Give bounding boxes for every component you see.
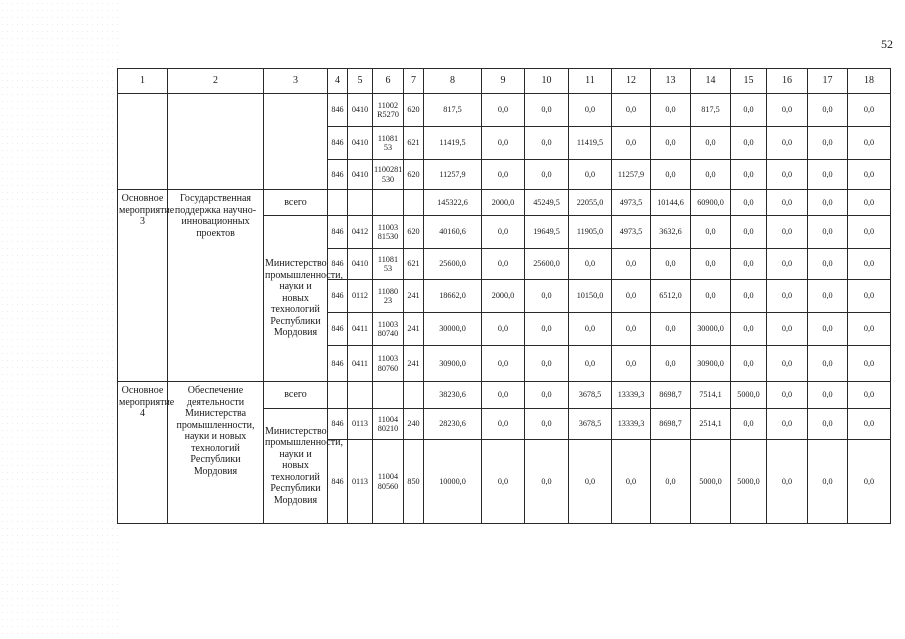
amount-col-10: 0,0 [525,409,569,440]
target-article-code [373,190,404,216]
amount-col-8: 30900,0 [424,346,482,382]
section-code [348,382,373,409]
amount-col-9: 2000,0 [482,280,525,313]
amount-col-8: 11257,9 [424,160,482,190]
amount-col-9: 0,0 [482,346,525,382]
amount-col-14: 5000,0 [691,440,731,524]
amount-col-13: 8698,7 [651,409,691,440]
amount-col-16: 0,0 [767,160,808,190]
section-code: 0410 [348,127,373,160]
amount-col-12: 0,0 [612,249,651,280]
amount-col-9: 0,0 [482,249,525,280]
grbs-code: 846 [328,280,348,313]
amount-col-17: 0,0 [808,440,848,524]
target-article-code: 11003 80760 [373,346,404,382]
amount-col-15: 0,0 [731,216,767,249]
amount-col-16: 0,0 [767,382,808,409]
event-cell [118,94,168,190]
section-code: 0113 [348,409,373,440]
amount-col-12: 11257,9 [612,160,651,190]
amount-col-16: 0,0 [767,280,808,313]
amount-col-8: 10000,0 [424,440,482,524]
executor-name: Министерство промышленности, науки и новых технологий Республики Мордовия [264,409,328,524]
section-code: 0112 [348,280,373,313]
expense-type-code: 620 [404,160,424,190]
amount-col-15: 0,0 [731,280,767,313]
amount-col-12: 0,0 [612,280,651,313]
amount-col-15: 0,0 [731,127,767,160]
amount-col-16: 0,0 [767,127,808,160]
amount-col-13: 3632,6 [651,216,691,249]
amount-col-14: 0,0 [691,216,731,249]
amount-col-17: 0,0 [808,313,848,346]
amount-col-15: 0,0 [731,94,767,127]
column-header-2: 2 [168,69,264,94]
amount-col-15: 5000,0 [731,382,767,409]
budget-table [117,68,891,524]
amount-col-12: 0,0 [612,346,651,382]
section-code: 0113 [348,440,373,524]
amount-col-8: 11419,5 [424,127,482,160]
amount-col-9: 0,0 [482,409,525,440]
amount-col-11: 3678,5 [569,409,612,440]
amount-col-14: 30000,0 [691,313,731,346]
scan-noise [0,0,120,639]
amount-col-11: 0,0 [569,313,612,346]
executor-name: Министерство промышленности, науки и новых технологий Республики Мордовия [264,216,328,382]
grbs-code: 846 [328,216,348,249]
amount-col-15: 5000,0 [731,440,767,524]
executor-cell [264,94,328,190]
amount-col-10: 0,0 [525,382,569,409]
target-article-code: 1100281 530 [373,160,404,190]
amount-col-17: 0,0 [808,216,848,249]
section-code: 0410 [348,94,373,127]
target-article-code: 11002 R5270 [373,94,404,127]
target-article-code: 11003 81530 [373,216,404,249]
column-header-9: 9 [482,69,525,94]
expense-type-code: 621 [404,127,424,160]
amount-col-18: 0,0 [848,127,891,160]
section-code: 0410 [348,160,373,190]
amount-col-11: 22055,0 [569,190,612,216]
grbs-code: 846 [328,249,348,280]
amount-col-10: 0,0 [525,280,569,313]
column-header-12: 12 [612,69,651,94]
grbs-code: 846 [328,127,348,160]
event-title: Обеспечение деятельности Министерства промышленности, науки и новых технологий Республики Мордовия [168,382,264,524]
expense-type-code: 241 [404,280,424,313]
amount-col-8: 25600,0 [424,249,482,280]
amount-col-8: 38230,6 [424,382,482,409]
expense-type-code: 621 [404,249,424,280]
amount-col-10: 0,0 [525,440,569,524]
amount-col-12: 0,0 [612,440,651,524]
expense-type-code: 850 [404,440,424,524]
amount-col-13: 0,0 [651,94,691,127]
grbs-code [328,190,348,216]
amount-col-10: 0,0 [525,94,569,127]
amount-col-17: 0,0 [808,346,848,382]
amount-col-18: 0,0 [848,216,891,249]
amount-col-11: 0,0 [569,346,612,382]
amount-col-13: 0,0 [651,440,691,524]
header-row [118,69,891,94]
amount-col-9: 0,0 [482,94,525,127]
amount-col-13: 6512,0 [651,280,691,313]
grbs-code: 846 [328,160,348,190]
amount-col-13: 0,0 [651,249,691,280]
event-title: Государственная поддержка научно-инновационных проектов [168,190,264,382]
amount-col-16: 0,0 [767,190,808,216]
expense-type-code [404,190,424,216]
amount-col-17: 0,0 [808,409,848,440]
amount-col-13: 0,0 [651,313,691,346]
amount-col-14: 60900,0 [691,190,731,216]
title-cell [168,94,264,190]
amount-col-17: 0,0 [808,190,848,216]
amount-col-17: 0,0 [808,382,848,409]
amount-col-17: 0,0 [808,280,848,313]
amount-col-10: 19649,5 [525,216,569,249]
amount-col-15: 0,0 [731,346,767,382]
target-article-code: 11080 23 [373,280,404,313]
amount-col-12: 0,0 [612,313,651,346]
target-article-code: 11004 80560 [373,440,404,524]
amount-col-18: 0,0 [848,190,891,216]
grbs-code: 846 [328,94,348,127]
amount-col-13: 0,0 [651,160,691,190]
amount-col-15: 0,0 [731,313,767,346]
amount-col-10: 0,0 [525,313,569,346]
grbs-code: 846 [328,440,348,524]
amount-col-15: 0,0 [731,160,767,190]
amount-col-14: 30900,0 [691,346,731,382]
amount-col-16: 0,0 [767,440,808,524]
amount-col-16: 0,0 [767,249,808,280]
amount-col-9: 0,0 [482,216,525,249]
column-header-14: 14 [691,69,731,94]
amount-col-17: 0,0 [808,127,848,160]
column-header-16: 16 [767,69,808,94]
grbs-code [328,382,348,409]
amount-col-18: 0,0 [848,440,891,524]
expense-type-code: 240 [404,409,424,440]
section-code: 0411 [348,313,373,346]
column-header-13: 13 [651,69,691,94]
amount-col-10: 25600,0 [525,249,569,280]
grbs-code: 846 [328,313,348,346]
target-article-code: 11004 80210 [373,409,404,440]
expense-type-code: 620 [404,216,424,249]
column-header-6: 6 [373,69,404,94]
column-header-7: 7 [404,69,424,94]
event-label: Основное мероприятие 4 [118,382,168,524]
expense-type-code [404,382,424,409]
column-header-8: 8 [424,69,482,94]
amount-col-17: 0,0 [808,249,848,280]
amount-col-16: 0,0 [767,409,808,440]
amount-col-18: 0,0 [848,382,891,409]
amount-col-10: 0,0 [525,346,569,382]
amount-col-18: 0,0 [848,94,891,127]
amount-col-8: 18662,0 [424,280,482,313]
event-label: Основное мероприятие 3 [118,190,168,382]
amount-col-11: 0,0 [569,94,612,127]
amount-col-10: 45249,5 [525,190,569,216]
amount-col-13: 0,0 [651,127,691,160]
section-code: 0411 [348,346,373,382]
amount-col-14: 0,0 [691,280,731,313]
section-code: 0410 [348,249,373,280]
amount-col-14: 2514,1 [691,409,731,440]
amount-col-10: 0,0 [525,127,569,160]
amount-col-14: 7514,1 [691,382,731,409]
amount-col-14: 0,0 [691,249,731,280]
amount-col-12: 4973,5 [612,190,651,216]
amount-col-11: 0,0 [569,160,612,190]
amount-col-11: 10150,0 [569,280,612,313]
amount-col-14: 0,0 [691,127,731,160]
column-header-18: 18 [848,69,891,94]
amount-col-9: 2000,0 [482,190,525,216]
amount-col-18: 0,0 [848,280,891,313]
column-header-3: 3 [264,69,328,94]
amount-col-18: 0,0 [848,249,891,280]
amount-col-9: 0,0 [482,160,525,190]
amount-col-18: 0,0 [848,346,891,382]
amount-col-15: 0,0 [731,409,767,440]
target-article-code: 11003 80740 [373,313,404,346]
amount-col-9: 0,0 [482,440,525,524]
amount-col-11: 0,0 [569,249,612,280]
grbs-code: 846 [328,409,348,440]
amount-col-18: 0,0 [848,409,891,440]
amount-col-11: 11905,0 [569,216,612,249]
column-header-15: 15 [731,69,767,94]
amount-col-11: 3678,5 [569,382,612,409]
table-row [118,382,891,409]
amount-col-8: 145322,6 [424,190,482,216]
amount-col-9: 0,0 [482,313,525,346]
amount-col-17: 0,0 [808,160,848,190]
amount-col-17: 0,0 [808,94,848,127]
column-header-1: 1 [118,69,168,94]
grbs-code: 846 [328,346,348,382]
amount-col-12: 4973,5 [612,216,651,249]
amount-col-16: 0,0 [767,313,808,346]
amount-col-8: 28230,6 [424,409,482,440]
amount-col-16: 0,0 [767,346,808,382]
row-label: всего [264,382,328,409]
expense-type-code: 241 [404,346,424,382]
page-number: 52 [881,37,893,51]
row-label: всего [264,190,328,216]
table-row [118,190,891,216]
amount-col-8: 817,5 [424,94,482,127]
amount-col-12: 13339,3 [612,382,651,409]
expense-type-code: 241 [404,313,424,346]
table-row [118,94,891,127]
amount-col-16: 0,0 [767,94,808,127]
amount-col-12: 13339,3 [612,409,651,440]
amount-col-12: 0,0 [612,94,651,127]
column-header-11: 11 [569,69,612,94]
amount-col-15: 0,0 [731,190,767,216]
amount-col-13: 8698,7 [651,382,691,409]
amount-col-13: 10144,6 [651,190,691,216]
section-code [348,190,373,216]
amount-col-9: 0,0 [482,382,525,409]
target-article-code: 11081 53 [373,127,404,160]
column-header-17: 17 [808,69,848,94]
amount-col-12: 0,0 [612,127,651,160]
target-article-code: 11081 53 [373,249,404,280]
expense-type-code: 620 [404,94,424,127]
amount-col-15: 0,0 [731,249,767,280]
section-code: 0412 [348,216,373,249]
column-header-5: 5 [348,69,373,94]
amount-col-8: 40160,6 [424,216,482,249]
amount-col-9: 0,0 [482,127,525,160]
column-header-10: 10 [525,69,569,94]
amount-col-8: 30000,0 [424,313,482,346]
amount-col-18: 0,0 [848,313,891,346]
amount-col-10: 0,0 [525,160,569,190]
amount-col-11: 0,0 [569,440,612,524]
amount-col-13: 0,0 [651,346,691,382]
amount-col-16: 0,0 [767,216,808,249]
target-article-code [373,382,404,409]
amount-col-11: 11419,5 [569,127,612,160]
amount-col-14: 817,5 [691,94,731,127]
amount-col-14: 0,0 [691,160,731,190]
column-header-4: 4 [328,69,348,94]
amount-col-18: 0,0 [848,160,891,190]
